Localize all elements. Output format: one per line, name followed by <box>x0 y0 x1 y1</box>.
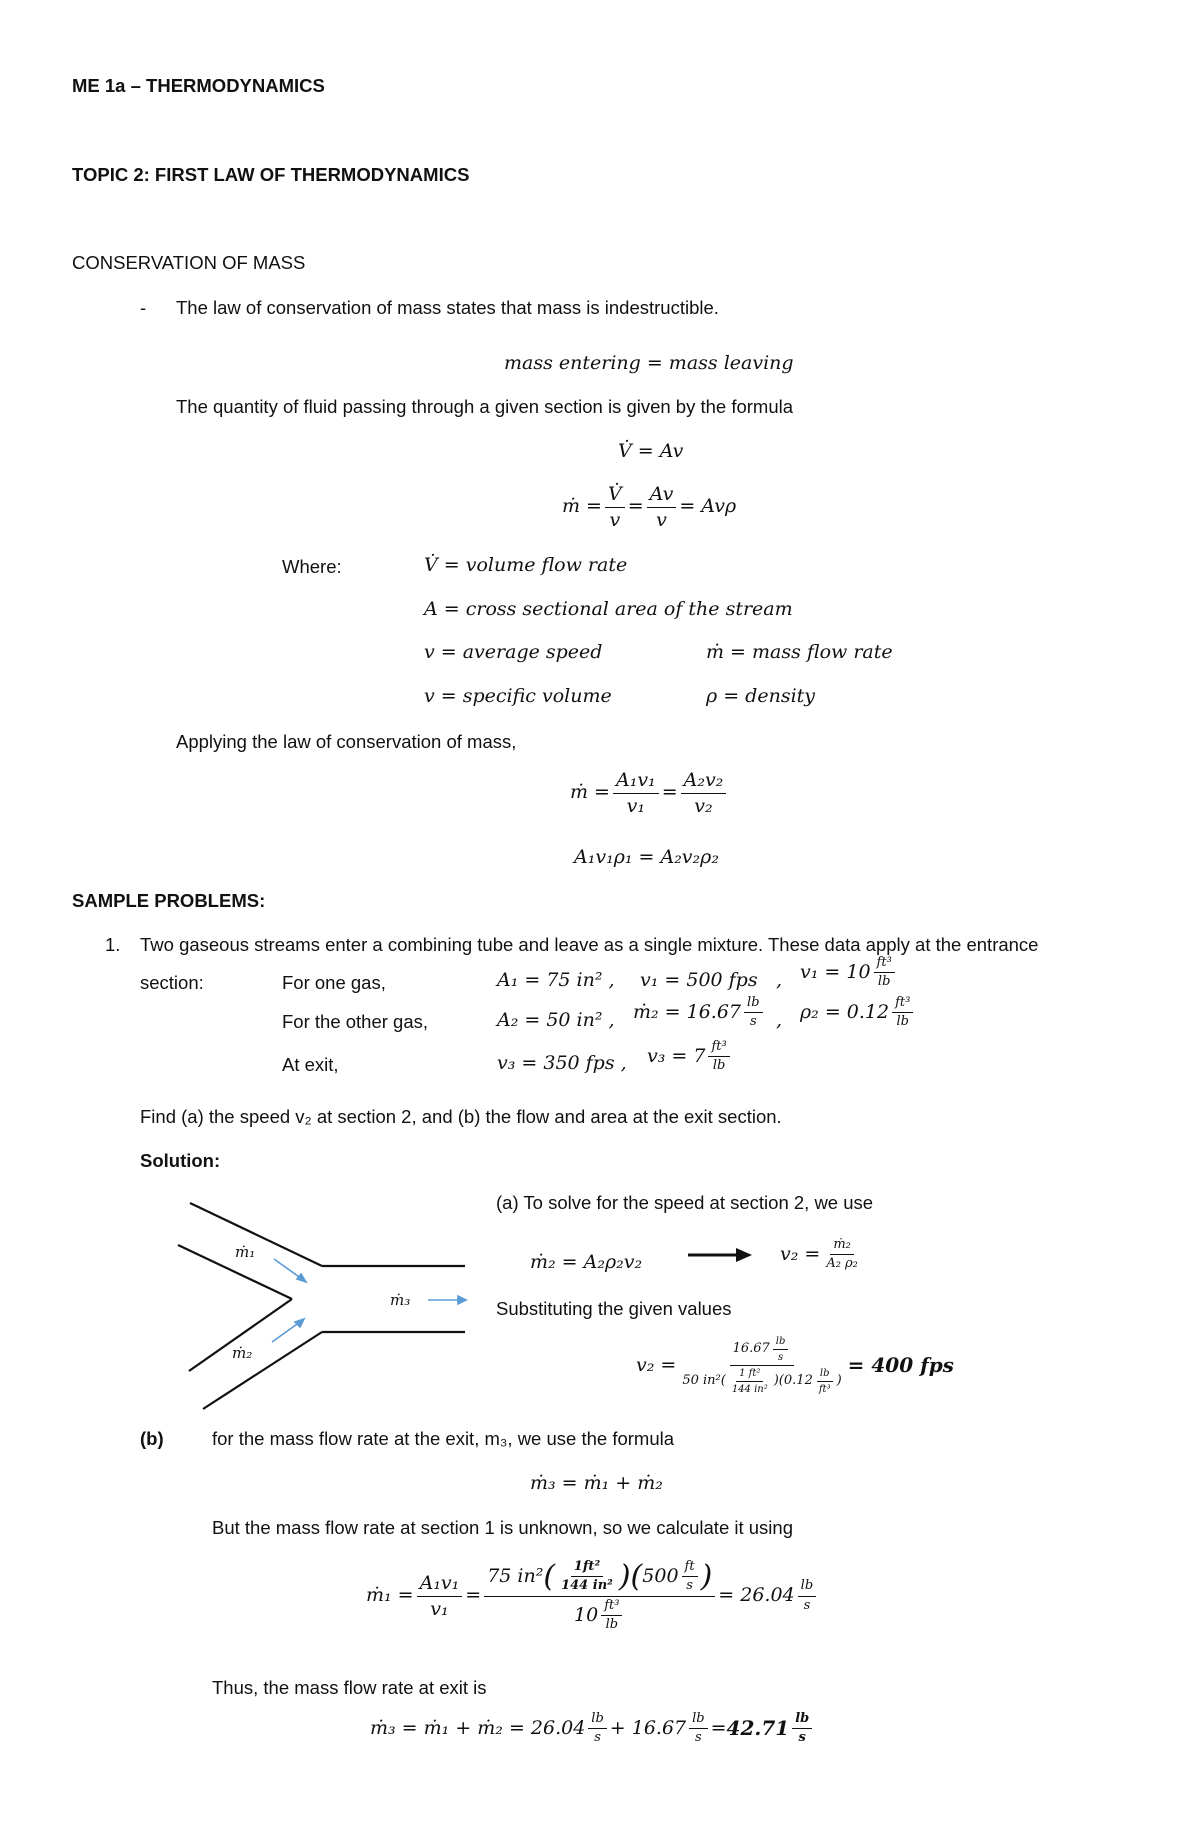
cont-f1-num: A₁v₁ <box>613 770 659 794</box>
eq-sign: = <box>627 495 644 518</box>
m1-speed-unit-den: s <box>686 1578 693 1594</box>
part-a-v2-formula <box>780 1238 864 1272</box>
def-speed: v = average speed <box>424 641 603 663</box>
frac2-num: Av <box>647 484 677 508</box>
def-specific-volume: v = specific volume <box>424 685 612 707</box>
label-m3: ṁ₃ <box>390 1291 411 1309</box>
part-a-text: (a) To solve for the speed at section 2, we use <box>496 1192 874 1213</box>
row1-sv-unit-den: lb <box>877 974 891 990</box>
calc-conv-num: 1 ft² <box>736 1368 763 1382</box>
m1-area: 75 in² <box>487 1565 544 1588</box>
m1-conv-den: 144 in² <box>561 1578 613 1594</box>
problem-statement: Two gaseous streams enter a combining tube and leave as a single mixture. These data apply at the entrance <box>140 934 1039 955</box>
bullet-dash: - <box>140 297 147 318</box>
given-row2-label: For the other gas, <box>282 1011 429 1032</box>
row1-sv-unit-num: ft³ <box>874 956 895 973</box>
row2-den-unit-num: ft³ <box>892 996 913 1013</box>
part-a-calculation <box>636 1336 954 1395</box>
v2-lhs: v₂ = <box>780 1242 821 1265</box>
cont-eq: = <box>661 781 678 804</box>
final-unit2-den: s <box>695 1730 702 1746</box>
v2-result: = 400 fps <box>847 1353 954 1377</box>
find-statement: Find (a) the speed v₂ at section 2, and (b) the flow and area at the exit section. <box>140 1106 782 1127</box>
part-b-label: (b) <box>140 1428 164 1449</box>
row3-sv-value: v₃ = 7 <box>647 1044 706 1067</box>
cont-f2-den: v₂ <box>694 794 713 817</box>
given-row1-specvol <box>800 956 898 990</box>
def-volume-flow: V̇ = volume flow rate <box>424 554 628 576</box>
final-part-c: = <box>710 1716 727 1739</box>
solution-label: Solution: <box>140 1150 221 1171</box>
given-row3-specvol <box>647 1040 733 1074</box>
calc-num-value: 16.67 <box>732 1341 770 1357</box>
calc-lhs: v₂ = <box>636 1353 677 1376</box>
course-title: ME 1a – THERMODYNAMICS <box>72 75 325 96</box>
calc-den-density: 0.12 <box>783 1373 813 1389</box>
part-b-sum-equation: ṁ₃ = ṁ₁ + ṁ₂ <box>530 1472 663 1494</box>
final-part-a: ṁ₃ = ṁ₁ + ṁ₂ = 26.04 <box>370 1716 586 1739</box>
m1-speed-unit-num: ft <box>682 1560 698 1577</box>
m1-result-unit-num: lb <box>798 1579 816 1596</box>
applying-text: Applying the law of conservation of mass, <box>176 731 517 752</box>
equation-volume-flow: V̇ = Av <box>618 440 684 462</box>
equation-continuity-density: A₁v₁ρ₁ = A₂v₂ρ₂ <box>574 846 719 868</box>
v2-den: A₂ ρ₂ <box>826 1256 858 1272</box>
m1-f-den: v₁ <box>430 1597 449 1620</box>
m1-speed: 500 <box>642 1565 679 1588</box>
cont-lhs: ṁ = <box>570 781 610 804</box>
calc-density-unit-den: ft³ <box>818 1384 831 1395</box>
m1-big-numerator: 75 in² ( $\frac{\text{1ft²}}{\text{144 in²}}$ )( 500 $\frac{ft}{s}$ ) <box>484 1560 715 1597</box>
calc-numerator <box>730 1336 795 1366</box>
final-mass-flow-equation <box>370 1712 815 1746</box>
cont-f2-num: A₂v₂ <box>681 770 727 794</box>
mdot-lhs: ṁ = <box>562 495 602 518</box>
m1-result: = 26.04 <box>718 1584 795 1607</box>
calc-num-unit-den: s <box>778 1352 784 1363</box>
part-a-equation: ṁ₂ = A₂ρ₂v₂ <box>530 1251 643 1273</box>
calc-den-area: 50 in² <box>682 1373 721 1389</box>
label-m1: ṁ₁ <box>235 1243 256 1261</box>
arrow-m2 <box>272 1322 300 1342</box>
section-label: section: <box>140 972 204 993</box>
law-statement: The law of conservation of mass states that mass is indestructible. <box>176 297 719 318</box>
row3-sv-unit-num: ft³ <box>708 1040 729 1057</box>
thus-text: Thus, the mass flow rate at exit is <box>212 1677 487 1698</box>
label-m2: ṁ₂ <box>232 1344 253 1362</box>
row2-mf-value: ṁ₂ = 16.67 <box>633 1000 742 1023</box>
frac1-num: V̇ <box>605 484 625 508</box>
final-unit2-num: lb <box>689 1712 707 1729</box>
problem-number: 1. <box>105 934 121 955</box>
mdot-rhs: = Avρ <box>679 495 737 518</box>
where-label: Where: <box>282 556 342 577</box>
final-unit1-den: s <box>594 1730 601 1746</box>
final-unit3-den: s <box>798 1730 806 1746</box>
given-row2-sep: , <box>776 1009 783 1031</box>
given-row3-label: At exit, <box>282 1054 339 1075</box>
part-b-text: for the mass flow rate at the exit, m₃, we use the formula <box>212 1428 675 1449</box>
substituting-text: Substituting the given values <box>496 1298 732 1319</box>
part-b-but-text: But the mass flow rate at section 1 is unknown, so we calculate it using <box>212 1517 793 1538</box>
final-unit3-num: lb <box>792 1712 812 1729</box>
row1-sv-value: v₁ = 10 <box>800 960 871 983</box>
sample-heading: SAMPLE PROBLEMS: <box>72 890 266 911</box>
def-density: ρ = density <box>706 685 816 707</box>
v2-num: ṁ₂ <box>830 1238 854 1255</box>
part-b-m1-calculation <box>366 1560 819 1632</box>
calc-density-unit-num: lb <box>817 1368 833 1382</box>
m1-specvol: 10 <box>574 1603 599 1626</box>
equation-mass-flow <box>562 484 736 531</box>
equation-mass-balance: mass entering = mass leaving <box>504 352 794 374</box>
m1-specvol-unit-num: ft³ <box>601 1599 622 1616</box>
def-area: A = cross sectional area of the stream <box>424 598 793 620</box>
row2-mf-unit-den: s <box>749 1014 757 1030</box>
final-result: 42.71 <box>726 1716 790 1741</box>
given-row2-massflow <box>633 996 766 1030</box>
m1-result-unit-den: s <box>803 1597 811 1613</box>
m1-big-denominator <box>571 1597 628 1633</box>
calc-conv-den: 144 in² <box>731 1384 768 1395</box>
frac1-den: v <box>609 508 621 531</box>
right-arrow-icon <box>688 1246 752 1264</box>
given-row2-density <box>800 996 916 1030</box>
def-mass-flow: ṁ = mass flow rate <box>706 641 893 663</box>
formula-intro: The quantity of fluid passing through a given section is given by the formula <box>176 396 794 417</box>
given-row1-speed: v₁ = 500 fps <box>640 969 758 991</box>
m1-f-num: A₁v₁ <box>417 1573 463 1597</box>
m1-specvol-unit-den: lb <box>605 1616 619 1632</box>
given-row3-speed: v₃ = 350 fps , <box>497 1052 627 1074</box>
row3-sv-unit-den: lb <box>712 1058 726 1074</box>
frac2-den: v <box>656 508 667 531</box>
m1-eq: = <box>465 1584 482 1607</box>
lower-pipe-outer-wall <box>203 1332 322 1409</box>
m1-lhs: ṁ₁ = <box>366 1584 414 1607</box>
given-row1-area: A₁ = 75 in² , <box>497 969 615 991</box>
topic-title: TOPIC 2: FIRST LAW OF THERMODYNAMICS <box>72 164 470 185</box>
row2-den-value: ρ₂ = 0.12 <box>800 1000 890 1023</box>
equation-continuity <box>570 770 729 817</box>
section-title: CONSERVATION OF MASS <box>72 252 306 273</box>
cont-f1-den: v₁ <box>626 794 646 817</box>
final-part-b: + 16.67 <box>609 1716 687 1739</box>
given-row2-area: A₂ = 50 in² , <box>497 1009 615 1031</box>
arrow-m1 <box>274 1259 302 1279</box>
calc-denominator: 50 in² ( $\frac{\text{1 ft²}}{\text{144 in²}}$ )( 0.12 $\frac{lb}{\text{ft³}}$ ) <box>682 1368 842 1395</box>
given-row1-label: For one gas, <box>282 972 386 993</box>
calc-num-unit-num: lb <box>773 1336 789 1350</box>
final-unit1-num: lb <box>588 1712 606 1729</box>
given-row1-sep: , <box>776 969 783 991</box>
upper-pipe-outer-wall <box>190 1203 322 1266</box>
row2-den-unit-den: lb <box>896 1014 909 1030</box>
row2-mf-unit-num: lb <box>744 996 762 1013</box>
m1-conv-num: 1ft² <box>571 1560 603 1577</box>
combining-tube-diagram <box>170 1195 480 1420</box>
